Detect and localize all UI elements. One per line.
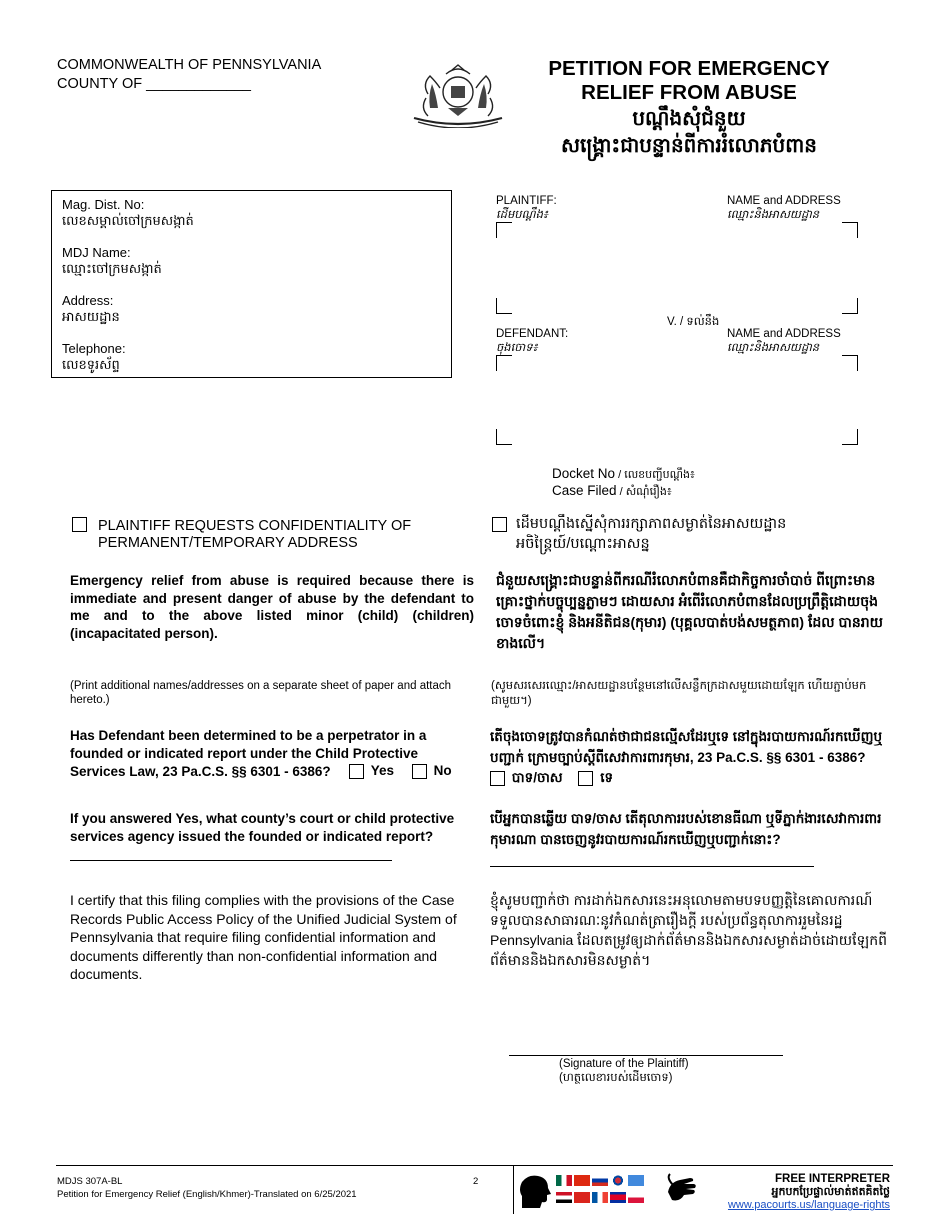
- mdj-name-label: MDJ Name:: [62, 245, 131, 260]
- title-en-line-2: RELIEF FROM ABUSE: [581, 81, 797, 104]
- docket-label: Docket No: [552, 466, 616, 481]
- additional-names-km: (សូមសរសេរឈ្មោះ/អាសយដ្ឋានបន្ថែមនៅលើសន្លឹកក្រដាសមួយដោយឡែក ហើយភ្ជាប់មកជាមួយ។): [491, 680, 867, 707]
- corner-mark: [842, 298, 858, 314]
- perpetrator-yes-km-label: បាទ/ចាស: [511, 770, 563, 785]
- telephone-label: Telephone:: [62, 341, 126, 356]
- footer-divider: [513, 1166, 514, 1214]
- perpetrator-question-en: Has Defendant been determined to be a perpetrator in a founded or indicated report under the Child Protective Services Law, 23 Pa.C.S. §§ 6301 - 6386?: [70, 728, 427, 779]
- page-number: 2: [473, 1176, 479, 1187]
- certification-en: I certify that this filing complies with the provisions of the Case Records Public Access Policy of the Unified Judicial System of Pennsylvania that require filing confidential information and documents differently than non-confidential information and documents.: [70, 892, 457, 982]
- title-en-line-1: PETITION FOR EMERGENCY: [548, 57, 830, 80]
- plaintiff-heading: [496, 194, 557, 222]
- signature-km-label: (ហត្ថលេខារបស់ដើមចោទ): [559, 1072, 673, 1084]
- county-question-km: បើអ្នកបានឆ្លើយ បាទ/ចាស តើតុលាការរបស់ខោនធីណា ឬទីភ្នាក់ងារសេវាការពារកុមារណា បានចេញនូវរបាយការណ៍រកឃើញឬបញ្ជាក់នោះ?: [490, 811, 882, 847]
- corner-mark: [842, 429, 858, 445]
- flag-icon: [628, 1175, 644, 1186]
- flag-icon: [592, 1175, 608, 1186]
- corner-mark: [842, 222, 858, 238]
- defendant-name-address-km-label: ឈ្មោះនិងអាសយដ្ឋាន: [727, 342, 820, 354]
- case-filed-label: Case Filed: [552, 483, 617, 498]
- form-title: [530, 57, 848, 159]
- form-title-footer: Petition for Emergency Relief (English/Khmer)-Translated on 6/25/2021: [57, 1188, 357, 1200]
- confidentiality-km-checkbox[interactable]: [492, 516, 507, 534]
- flag-icon: [574, 1192, 590, 1203]
- defendant-name-address-heading: [727, 327, 841, 355]
- perpetrator-no-km-label: ទេ: [600, 770, 614, 785]
- mag-dist-km-label: លេខសម្គាល់ចៅក្រមសង្កាត់: [62, 213, 194, 228]
- defendant-name-address-label: NAME and ADDRESS: [727, 328, 841, 340]
- defendant-name-address-field[interactable]: [496, 355, 858, 445]
- defendant-label: DEFENDANT:: [496, 328, 569, 340]
- plaintiff-name-address-field[interactable]: [496, 222, 858, 314]
- perpetrator-options-en: [349, 763, 452, 779]
- court-info-box: [51, 190, 452, 378]
- corner-mark: [496, 298, 512, 314]
- plaintiff-name-address-heading: [727, 194, 841, 222]
- corner-mark: [842, 355, 858, 371]
- corner-mark: [496, 222, 512, 238]
- certification-km: ខ្ញុំសូមបញ្ជាក់ថា ការដាក់ឯកសារនេះអនុលោមតាមបទបញ្ញត្តិនៃគោលការណ៍ទទួលបានសាធារណៈនូវកំណត់ត្រារឿងក្ដី របស់ប្រព័ន្ធតុលាការរួមនៃរដ្ឋ Pennsylvania ដែលតម្រូវឲ្យដាក់ព័ត៌មាននិងឯកសារសម្ងាត់ដាច់ដោយឡែកពីព័ត៌មាននិងឯកសារមិនសម្ងាត់។: [490, 892, 887, 968]
- case-filed-km-label: / សំណុំរឿង៖: [616, 486, 672, 498]
- perpetrator-options-km: [490, 769, 613, 789]
- header-jurisdiction: [57, 56, 321, 94]
- additional-names-en: (Print additional names/addresses on a separate sheet of paper and attach hereto.): [70, 680, 452, 706]
- corner-mark: [496, 355, 512, 371]
- flag-icon: [556, 1192, 572, 1203]
- sign-language-hand-icon: [664, 1172, 700, 1208]
- commonwealth-label: COMMONWEALTH OF PENNSYLVANIA: [57, 57, 322, 73]
- perpetrator-yes-km-checkbox[interactable]: [490, 771, 505, 786]
- flag-icon: [574, 1175, 590, 1186]
- defendant-km-label: ចុងចោទ៖: [496, 342, 538, 354]
- title-km-line-1: បណ្ដឹងសុំជំនួយ: [632, 108, 746, 130]
- address-label: Address:: [62, 293, 114, 308]
- confidentiality-checkbox[interactable]: [72, 516, 87, 534]
- county-question-en: If you answered Yes, what county’s court or child protective services agency issued the founded or indicated report?: [70, 811, 455, 844]
- signature-line[interactable]: [509, 1055, 783, 1056]
- confidentiality-km-line-2: អចិន្ត្រៃយ៍/បណ្ដោះអាសន្ន: [516, 536, 650, 552]
- perpetrator-yes-label: Yes: [370, 763, 395, 778]
- pennsylvania-seal-icon: [408, 64, 508, 128]
- mdj-name-km-label: ឈ្មោះចៅក្រមសង្កាត់: [62, 261, 162, 276]
- docket-km-label: / លេខបញ្ជីបណ្ដឹង៖: [615, 469, 695, 481]
- signature-caption: [559, 1057, 689, 1085]
- flag-icon: [556, 1175, 572, 1186]
- free-interpreter-en: FREE INTERPRETER: [774, 1173, 890, 1185]
- confidentiality-en: [98, 518, 411, 552]
- confidentiality-km-line-1: ដើមបណ្ដឹងស្នើសុំការរក្សាភាពសម្ងាត់នៃអាសយដ្ឋាន: [516, 516, 787, 532]
- confidentiality-en-line-1: PLAINTIFF REQUESTS CONFIDENTIALITY OF: [98, 518, 412, 534]
- form-id: MDJS 307A-BL: [57, 1176, 123, 1187]
- plaintiff-name-address-km-label: ឈ្មោះនិងអាសយដ្ឋាន: [727, 209, 820, 221]
- plaintiff-km-label: ដើមបណ្ដឹង៖: [496, 209, 548, 221]
- flag-icon: [610, 1192, 626, 1203]
- emergency-statement-km: ជំនួយសង្គ្រោះជាបន្ទាន់ពីករណីរំលោភបំពានគឺជាកិច្ចការចាំបាច់ ពីព្រោះមានគ្រោះថ្នាក់បច្ចុប្បន្នភ្លាមៗ ដោយសារ អំពើរំលោភបំពានដែលប្រព្រឹត្តិដោយចុងចោទចំពោះខ្ញុំ និងអនីតិជន(កុមារ) (បុគ្គលបាត់បង់សមត្ថភាព) ដែល បានរាយខាងលើ។: [496, 572, 883, 651]
- perpetrator-no-km-checkbox[interactable]: [578, 771, 593, 786]
- defendant-heading: [496, 327, 568, 355]
- plaintiff-label: PLAINTIFF:: [496, 195, 557, 207]
- docket-block: [552, 466, 695, 500]
- corner-mark: [496, 429, 512, 445]
- signature-en-label: (Signature of the Plaintiff): [559, 1058, 689, 1070]
- free-interpreter-km: អ្នកបកប្រែផ្ទាល់មាត់ឥតគិតថ្លៃ: [771, 1186, 890, 1198]
- perpetrator-no-checkbox[interactable]: [412, 764, 427, 779]
- free-interpreter-block: [712, 1173, 890, 1212]
- flag-icon: [628, 1192, 644, 1203]
- perpetrator-question-km: តើចុងចោទត្រូវបានកំណត់ថាជាជនល្មើសដែរឬទេ នៅក្នុងរបាយការណ៍រកឃើញឬបញ្ជាក់ ក្រោមច្បាប់ស្ដីពីសេវាការពារកុមារ, 23 Pa.C.S. §§ 6301 - 6386?: [490, 729, 883, 765]
- county-label: COUNTY OF _____________: [57, 76, 251, 92]
- county-answer-line-km[interactable]: [490, 866, 814, 867]
- plaintiff-name-address-label: NAME and ADDRESS: [727, 195, 841, 207]
- perpetrator-no-label: No: [433, 763, 452, 778]
- confidentiality-en-line-2: PERMANENT/TEMPORARY ADDRESS: [98, 535, 358, 551]
- confidentiality-km: [516, 514, 786, 554]
- flag-icon: [592, 1192, 608, 1203]
- versus-label: V. / ទល់នឹង: [667, 316, 720, 328]
- title-km-line-2: សង្គ្រោះជាបន្ទាន់ពីការរំលោភបំពាន: [561, 135, 817, 157]
- language-flags: [556, 1172, 664, 1203]
- county-answer-line-en[interactable]: [70, 860, 392, 861]
- emergency-statement-en: Emergency relief from abuse is required because there is immediate and present danger of abuse by the defendant to me and to the above listed minor (child) (children) (incapacitated person).: [70, 573, 474, 641]
- telephone-km-label: លេខទូរស័ព្ទ: [62, 357, 120, 372]
- address-km-label: អាសយដ្ឋាន: [62, 309, 120, 324]
- flag-icon: [610, 1175, 626, 1186]
- mag-dist-label: Mag. Dist. No:: [62, 197, 145, 212]
- perpetrator-yes-checkbox[interactable]: [349, 764, 364, 779]
- language-rights-link[interactable]: www.pacourts.us/language-rights: [727, 1199, 890, 1211]
- footer-form-info: [57, 1176, 357, 1201]
- speaking-head-icon: [516, 1172, 554, 1210]
- footer-rule: [56, 1165, 893, 1166]
